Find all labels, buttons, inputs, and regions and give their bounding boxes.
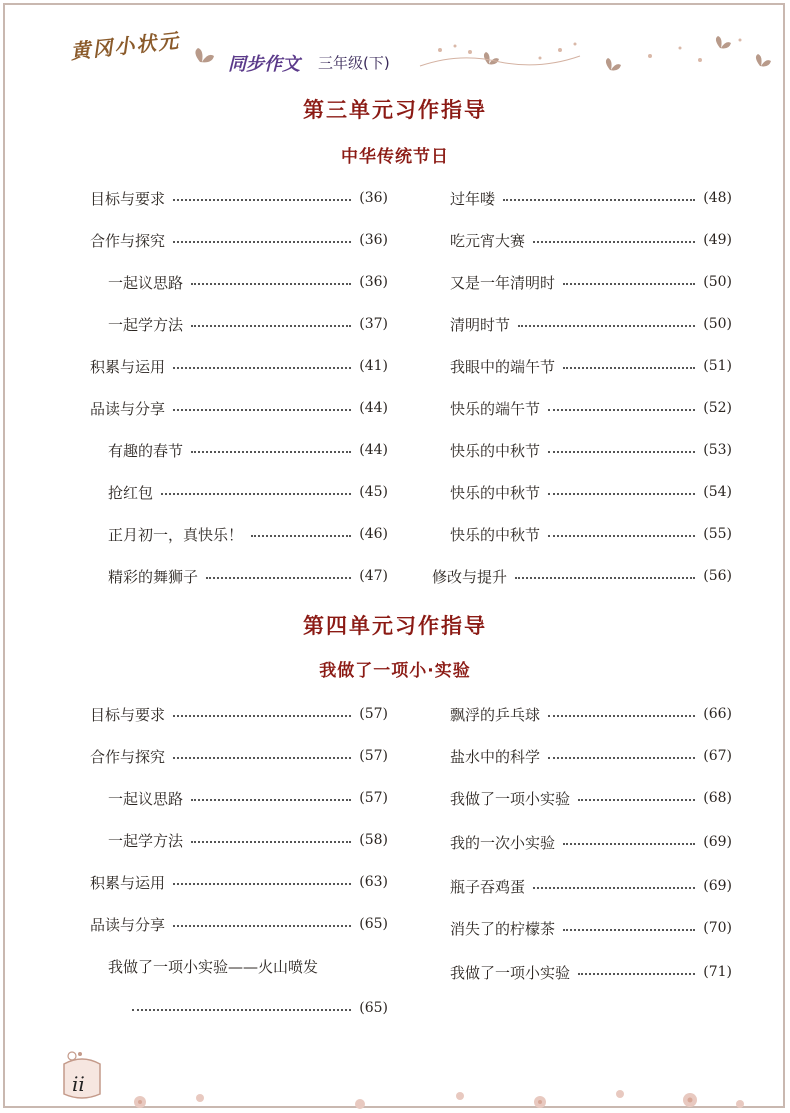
page-number: ii bbox=[72, 1072, 85, 1096]
toc-entry[interactable]: 一起学方法 (58) bbox=[108, 831, 388, 850]
toc-entry[interactable]: 一起学方法 (37) bbox=[108, 315, 388, 334]
toc-entry[interactable]: 合作与探究 (36) bbox=[90, 231, 388, 250]
toc-entry[interactable]: 一起议思路 (57) bbox=[108, 789, 388, 808]
flower-decoration-icon bbox=[0, 1080, 790, 1113]
toc-entry[interactable]: 消失了的柠檬茶 (70) bbox=[450, 919, 732, 938]
toc-entry[interactable]: 正月初一，真快乐！ (46) bbox=[108, 525, 388, 544]
toc-entry[interactable]: 清明时节 (50) bbox=[450, 315, 732, 334]
toc-entry[interactable]: 精彩的舞狮子 (47) bbox=[108, 567, 388, 586]
toc-entry[interactable]: 瓶子吞鸡蛋 (69) bbox=[450, 877, 732, 896]
toc-entry[interactable]: 一起议思路 (36) bbox=[108, 273, 388, 292]
toc-entry[interactable]: 我做了一项小实验 (68) bbox=[450, 789, 732, 808]
toc-entry[interactable]: 积累与运用 (41) bbox=[90, 357, 388, 376]
toc-entry[interactable]: 飘浮的乒乓球 (66) bbox=[450, 705, 732, 724]
toc-entry[interactable]: 过年喽 (48) bbox=[450, 189, 732, 208]
unit4-topic: 我做了一项小·实验 bbox=[319, 661, 471, 681]
toc-entry[interactable]: 品读与分享 (65) bbox=[90, 915, 388, 934]
toc-entry[interactable]: 品读与分享 (44) bbox=[90, 399, 388, 418]
toc-entry[interactable]: 快乐的中秋节 (53) bbox=[450, 441, 732, 460]
unit3-topic: 中华传统节日 bbox=[341, 147, 449, 167]
toc-entry[interactable]: 我做了一项小实验 (71) bbox=[450, 963, 732, 982]
toc-entry[interactable]: 快乐的端午节 (52) bbox=[450, 399, 732, 418]
toc-entry[interactable]: 我眼中的端午节 (51) bbox=[450, 357, 732, 376]
toc-entry-long-label[interactable]: 我做了一项小实验——火山喷发 bbox=[108, 958, 319, 976]
grade-label: 三年级(下) bbox=[318, 54, 390, 72]
toc-entry[interactable]: 快乐的中秋节 (55) bbox=[450, 525, 732, 544]
toc-entry[interactable]: 修改与提升 (56) bbox=[432, 567, 732, 586]
toc-entry[interactable]: 吃元宵大赛 (49) bbox=[450, 231, 732, 250]
page-border bbox=[3, 3, 785, 1108]
toc-entry[interactable]: 我的一次小实验 (69) bbox=[450, 833, 732, 852]
series-logo: 黄冈小状元 bbox=[69, 28, 182, 64]
toc-entry[interactable]: 目标与要求 (36) bbox=[90, 189, 388, 208]
toc-entry[interactable]: 盐水中的科学 (67) bbox=[450, 747, 732, 766]
book-title: 同步作文 bbox=[228, 54, 300, 75]
page-header bbox=[0, 0, 790, 90]
toc-entry[interactable]: 合作与探究 (57) bbox=[90, 747, 388, 766]
unit3-title: 第三单元习作指导 bbox=[303, 98, 487, 122]
toc-entry[interactable]: 抢红包 (45) bbox=[108, 483, 388, 502]
toc-entry[interactable]: 有趣的春节 (44) bbox=[108, 441, 388, 460]
toc-entry[interactable]: 快乐的中秋节 (54) bbox=[450, 483, 732, 502]
toc-entry-long-page[interactable]: (65) bbox=[132, 996, 388, 1020]
toc-entry[interactable]: 积累与运用 (63) bbox=[90, 873, 388, 892]
toc-entry[interactable]: 又是一年清明时 (50) bbox=[450, 273, 732, 292]
toc-entry[interactable]: 目标与要求 (57) bbox=[90, 705, 388, 724]
unit4-title: 第四单元习作指导 bbox=[303, 614, 487, 638]
